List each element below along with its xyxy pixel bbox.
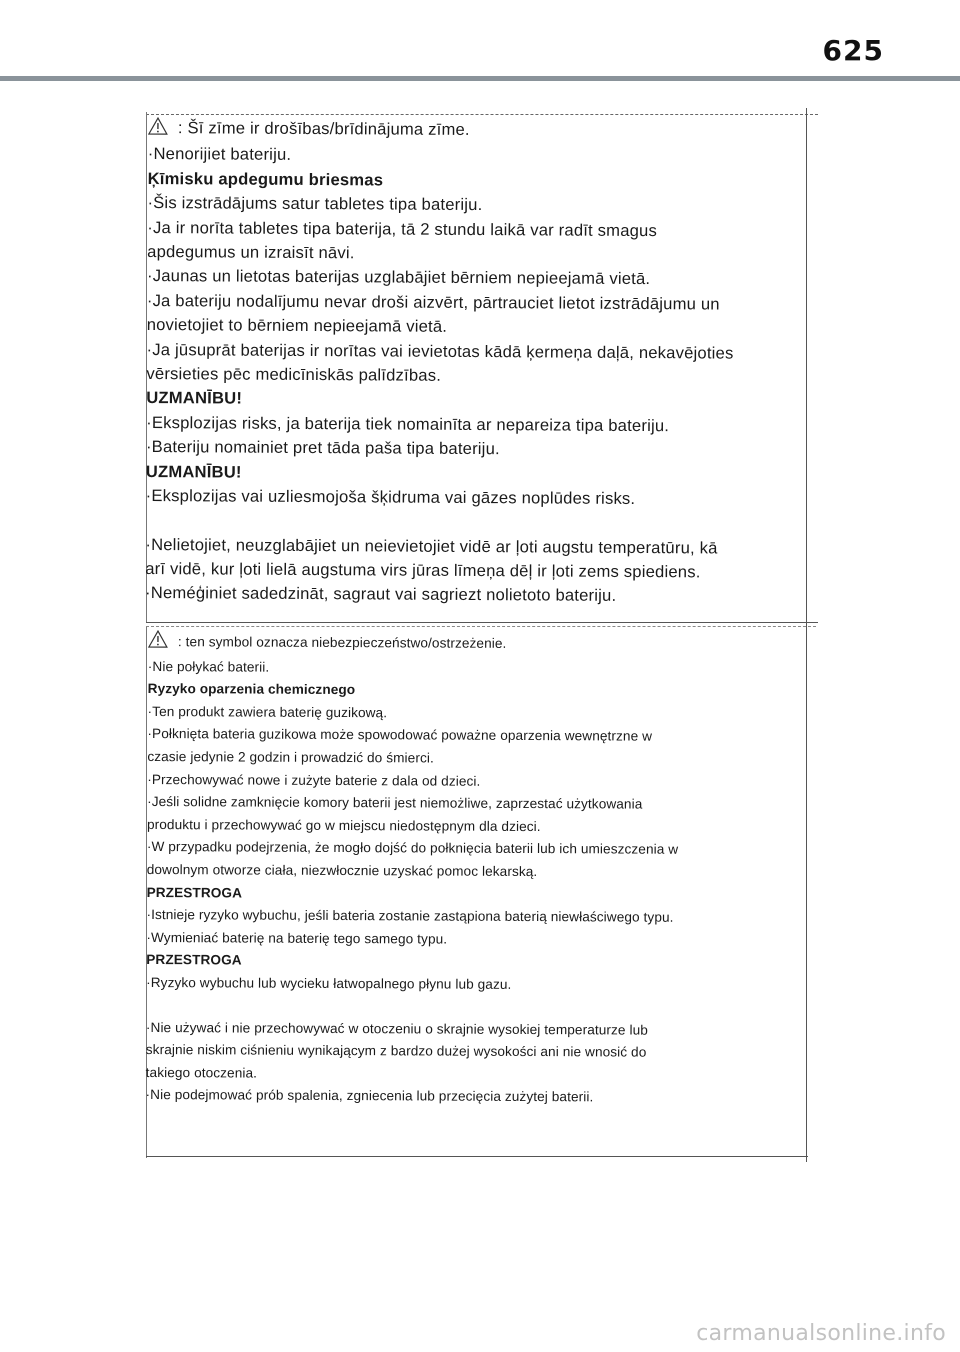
polish-line-16: ·Nie podejmować prób spalenia, zgniecenia lub przecięcia zużytej baterii. — [145, 1087, 594, 1105]
page-number: 625 — [822, 34, 884, 67]
polish-warning-line — [148, 630, 804, 659]
latvian-warning-section — [145, 116, 804, 624]
latvian-heading-caution-2: UZMANĪBU! — [145, 461, 242, 482]
latvian-line-10: ·Eksplozijas risks, ja baterija tiek nomainīta ar nepareiza tipa bateriju. — [146, 412, 670, 436]
polish-line-9: dowolnym otworze ciała, niezwłocznie uzyskać pomoc lekarską. — [146, 861, 538, 879]
polish-line-15: takiego otoczenia. — [145, 1064, 258, 1081]
polish-line-1: ·Nie połykać baterii. — [147, 658, 270, 675]
polish-line-7: produktu i przechowywać go w miejscu niedostępnym dla dzieci. — [146, 816, 541, 834]
latvian-line-7: novietojiet to bērniem nepieejamā vietā. — [146, 315, 448, 337]
polish-line-4: czasie jedynie 2 godzin i prowadzić do śmierci. — [147, 748, 434, 766]
polish-line-14: skrajnie niskim ciśnieniu wynikającym z bardzo dużej wysokości ani nie wnosić do — [145, 1042, 647, 1060]
box-right-border — [806, 108, 807, 1162]
box-top-border — [146, 114, 818, 115]
latvian-heading-caution-1: UZMANĪBU! — [146, 388, 243, 409]
warning-triangle-icon — [148, 117, 168, 143]
latvian-heading-chemical-burn: Ķīmisku apdegumu briesmas — [147, 168, 384, 190]
latvian-line-15: ·Neméģiniet sadedzināt, sagraut vai sagriezt nolietoto bateriju. — [145, 583, 617, 606]
polish-warning-section — [145, 630, 804, 1157]
polish-line-11: ·Wymieniać baterię na baterię tego samego typu. — [146, 929, 448, 947]
section-divider-dashed — [146, 626, 816, 627]
polish-line-8: ·W przypadku podejrzenia, że mogło dojść do połknięcia baterii lub ich umieszczenia w — [146, 839, 679, 858]
polish-line-6: ·Jeśli solidne zamknięcie komory baterii jest niemożliwe, zaprzestać użytkowania — [147, 794, 643, 812]
watermark: carmanualsonline.info — [696, 1321, 946, 1346]
polish-line-3: ·Połknięta bateria guzikowa może spowodować poważne oparzenia wewnętrzne w — [147, 726, 653, 745]
latvian-line-13: ·Nelietojiet, neuzglabājiet un neievietojiet vidē ar ļoti augstu temperatūru, kā — [145, 534, 718, 557]
latvian-line-2: ·Šis izstrādājums satur tabletes tipa bateriju. — [147, 193, 483, 215]
latvian-line-11: ·Bateriju nomainiet pret tāda paša tipa bateriju. — [145, 437, 500, 459]
latvian-line-4: apdegumus un izraisīt nāvi. — [147, 242, 355, 263]
polish-warning-text: : ten symbol oznacza niebezpieczeństwo/ostrzeżenie. — [177, 634, 507, 651]
polish-heading-caution-1: PRZESTROGA — [146, 884, 243, 901]
latvian-line-14: arī vidē, kur ļoti lielā augstuma virs jūras līmeņa dēļ ir ļoti zems spiediens. — [145, 558, 701, 582]
polish-heading-caution-2: PRZESTROGA — [146, 952, 242, 968]
polish-line-13: ·Nie używać i nie przechowywać w otoczeniu o skrajnie wysokiej temperaturze lub — [145, 1019, 648, 1038]
polish-line-5: ·Przechowywać nowe i zużyte baterie z dala od dzieci. — [147, 771, 481, 789]
latvian-line-12: ·Eksplozijas vai uzliesmojoša šķidruma vai gāzes noplūdes risks. — [145, 486, 636, 509]
polish-line-2: ·Ten produkt zawiera baterię guzikową. — [147, 703, 388, 721]
latvian-line-1: ·Nenorijiet bateriju. — [147, 144, 292, 165]
latvian-warning-line — [148, 116, 804, 146]
latvian-warning-text: : Šī zīme ir drošības/brīdinājuma zīme. — [177, 118, 470, 139]
header-rule — [0, 76, 960, 81]
latvian-line-9: vērsieties pēc medicīniskās palīdzības. — [146, 364, 442, 385]
warning-triangle-icon — [148, 630, 168, 656]
latvian-line-6: ·Ja bateriju nodalījumu nevar droši aizvērt, pārtrauciet lietot izstrādājumu un — [146, 290, 720, 314]
polish-heading-chemical-burn: Ryzyko oparzenia chemicznego — [147, 681, 356, 698]
latvian-line-8: ·Ja jūsuprāt baterijas ir norītas vai ievietotas kādā ķermeņa daļā, nekavējoties — [146, 339, 734, 363]
polish-line-10: ·Istnieje ryzyko wybuchu, jeśli bateria zostanie zastąpiona baterią niewłaściwego typu. — [146, 907, 674, 925]
latvian-line-5: ·Jaunas un lietotas baterijas uzglabājiet bērniem nepieejamā vietā. — [146, 266, 651, 289]
polish-line-12: ·Ryzyko wybuchu lub wycieku łatwopalnego płynu lub gazu. — [146, 974, 512, 992]
latvian-line-3: ·Ja ir norīta tabletes tipa baterija, tā 2 stundu laikā var radīt smagus — [147, 217, 658, 240]
